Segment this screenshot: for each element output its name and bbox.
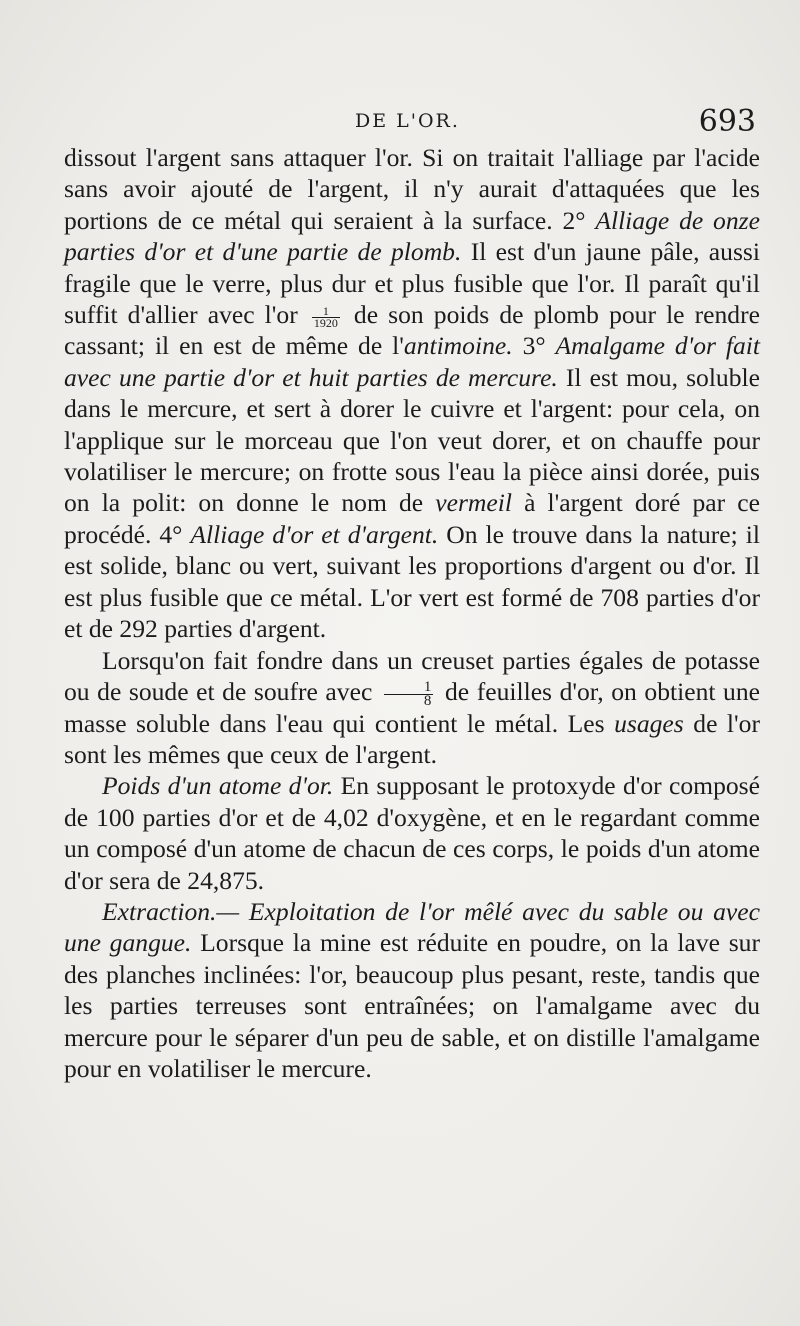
fraction-denominator: 1920 (313, 315, 338, 330)
italic-span: vermeil (435, 488, 512, 518)
text-span: On le trouve dans la nature; il est solide, blanc ou vert, suivant les proportions d'argent ou d'or. Il est plus fusible que ce métal. L'or vert est formé de 708 parties d'or et de 292 parties d'argent. (64, 519, 760, 644)
paragraph-atomic-weight (64, 770, 760, 896)
text-span: Il est mou, soluble dans le mercure, et sert à dorer le cuivre et l'argent: pour cela, on l'applique sur le morceau que l'on veut dorer, et on chauffe pour volatiliser le mercure; on frotte sous l'eau la pièce ainsi dorée, puis on la polit: on donne le nom de (64, 362, 760, 518)
paragraph-extraction (64, 896, 760, 1084)
text-span: Lorsqu'on fait fondre dans un creuset parties égales de potasse ou de soude et de soufre avec (64, 645, 760, 706)
text-span: En supposant le protoxyde d'or composé de 100 parties d'or et de 4,02 d'oxygène, et en le regardant comme un composé d'un atome de chacun de ces corps, le poids d'un atome d'or sera de 24,875. (64, 771, 760, 895)
italic-span: Poids d'un atome d'or. (102, 771, 334, 801)
italic-span: Alliage d'or et d'argent. (190, 519, 439, 549)
running-head: DE L'OR. (355, 110, 460, 132)
page-number: 693 (698, 104, 756, 139)
text-span: 3° (522, 331, 546, 361)
text-span: Lorsque la mine est réduite en poudre, on la lave sur des planches inclinées: l'or, beaucoup plus pesant, reste, tandis que les parties terreuses sont entraînées; on l'amalgame avec du mercure pour le séparer d'un peu de sable, et on distille l'amalgame pour en volatiliser le mercure. (64, 928, 760, 1083)
text-span: de son poids de plomb pour le rendre cassant; il en est de même de l' (64, 300, 760, 361)
italic-span: antimoine. (403, 331, 513, 361)
text-span: Il est d'un jaune pâle, aussi fragile que le verre, plus dur et plus fusible que l'or. Il paraît qu'il suffit d'allier avec l'or (64, 237, 760, 330)
fraction (384, 678, 434, 709)
paragraph-alloys (64, 142, 760, 645)
fraction-numerator: 1 (384, 681, 434, 695)
paragraph-potash (64, 645, 760, 771)
fraction (312, 303, 340, 330)
italic-span: usages (614, 708, 684, 738)
italic-span: Amalgame d'or fait avec une partie d'or et huit parties de mercure. (64, 331, 761, 392)
text-span: à l'argent doré par ce procédé. 4° (64, 488, 760, 549)
fraction-numerator: 1 (312, 306, 340, 318)
italic-span: Extraction.— Exploitation de l'or mêlé avec du sable ou avec une gangue. (64, 896, 760, 958)
text-span: dissout l'argent sans attaquer l'or. Si on traitait l'alliage par l'acide sans avoir ajouté de l'argent, il n'y aurait d'attaquées que les portions de ce métal qui seraient à la surface. 2° (64, 143, 760, 235)
italic-span: Alliage de onze parties d'or et d'une partie de plomb. (64, 205, 760, 267)
body-text (64, 142, 760, 1084)
fraction-denominator: 8 (423, 692, 432, 709)
text-span: de feuilles d'or, on obtient une masse soluble dans l'eau qui contient le métal. Les (64, 676, 761, 738)
text-span: de l'or sont les mêmes que ceux de l'argent. (64, 708, 760, 769)
